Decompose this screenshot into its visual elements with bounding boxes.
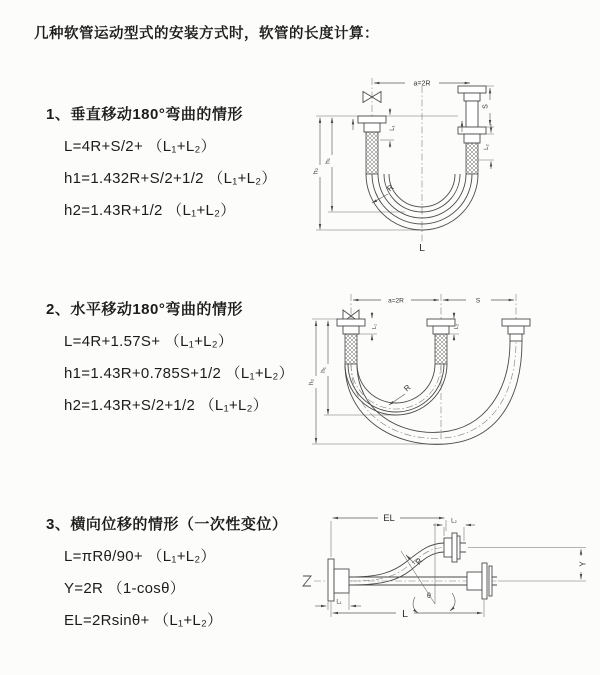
braided-hose [466,143,478,174]
label-l1: L₁ [336,599,342,606]
hose-s-curve [349,543,444,585]
left-flange-fitting [328,559,349,601]
diagram-vertical-180-bend [310,70,495,262]
formula-line: L=πRθ/90+ （L₁+L₂） [64,548,216,565]
label-l2: L₂ [451,518,457,525]
label-h1: h₁ [320,367,327,373]
dimension-s [443,298,514,305]
centerlines [372,78,422,244]
label-h2: h₂ [312,167,320,175]
dimension-a2r [353,298,439,305]
formula-line: Y=2R （1-cosθ） [64,580,186,597]
label-s: S [482,104,490,109]
label-y: Y [578,561,588,567]
page-title: 几种软管运动型式的安装方式时，软管的长度计算： [34,26,379,42]
moved-flange-fitting [502,319,530,341]
formula-line: h2=1.43R+1/2 （L₁+L₂） [64,202,236,219]
label-radius: R [385,182,396,194]
dimension-h1 [325,118,333,212]
dimension-l1 [315,592,361,610]
dimension-a2r [374,81,470,88]
label-s: S [475,297,481,305]
middle-flange-fitting [427,319,455,364]
radius-leader [406,555,424,567]
label-length: L [402,608,408,620]
section-heading: 3、横向位移的情形（一次性变位） [46,516,288,533]
label-h1: h₁ [324,158,332,164]
label-l2: L₂ [484,144,490,150]
dimension-s [483,88,491,125]
formula-line: h2=1.43R+S/2+1/2 （L₁+L₂） [64,397,269,414]
dimension-l2 [454,312,460,341]
radius-leader [389,383,413,405]
dimension-h2 [308,321,316,444]
centerlines [351,294,516,438]
left-flange-fitting [358,116,386,174]
diagram-lateral-displacement [298,503,598,643]
section-horizontal-180-bend [46,298,294,415]
formula-line: EL=2Rsinθ+ （L₁+L₂） [64,612,223,629]
section-heading: 1、垂直移动180°弯曲的情形 [46,106,243,123]
label-l1: L₁ [390,125,396,131]
label-a2r: a=2R [413,80,431,88]
formula-line: h1=1.432R+S/2+1/2 （L₁+L₂） [64,170,277,187]
dimension-el [331,513,446,557]
u-bend-original [345,364,447,415]
label-el: EL [383,513,395,524]
dimension-l1 [380,108,396,148]
left-flange-fitting [337,319,365,364]
u-bend-displaced [345,341,522,444]
label-radius: R [413,556,425,567]
dimension-length [331,600,484,620]
formula-line: L=4R+S/2+ （L₁+L₂） [64,138,216,155]
braided-hose [345,334,357,364]
dimension-h1 [320,321,328,415]
label-a2r: a=2R [388,297,404,305]
section-lateral-displacement [46,513,287,630]
braided-hose [366,132,378,174]
label-length: L [419,242,425,254]
label-radius: R [402,382,413,394]
diagram-horizontal-180-bend [306,286,596,461]
radius-construction [401,523,455,613]
label-l1: L₁ [372,324,378,329]
braided-hose [435,334,447,364]
dimension-l1 [372,312,378,341]
section-vertical-180-bend [46,103,277,220]
formula-line: h1=1.43R+0.785S+1/2 （L₁+L₂） [64,365,294,382]
section-heading: 2、水平移动180°弯曲的情形 [46,301,243,318]
formula-line: L=4R+1.57S+ （L₁+L₂） [64,333,234,350]
pipe-break-symbol [303,576,311,586]
label-h2: h₂ [308,378,315,386]
label-theta: θ [427,593,431,600]
label-l2: L₂ [454,323,460,330]
dimension-h2 [313,118,321,230]
upper-flange-fitting [444,533,466,562]
